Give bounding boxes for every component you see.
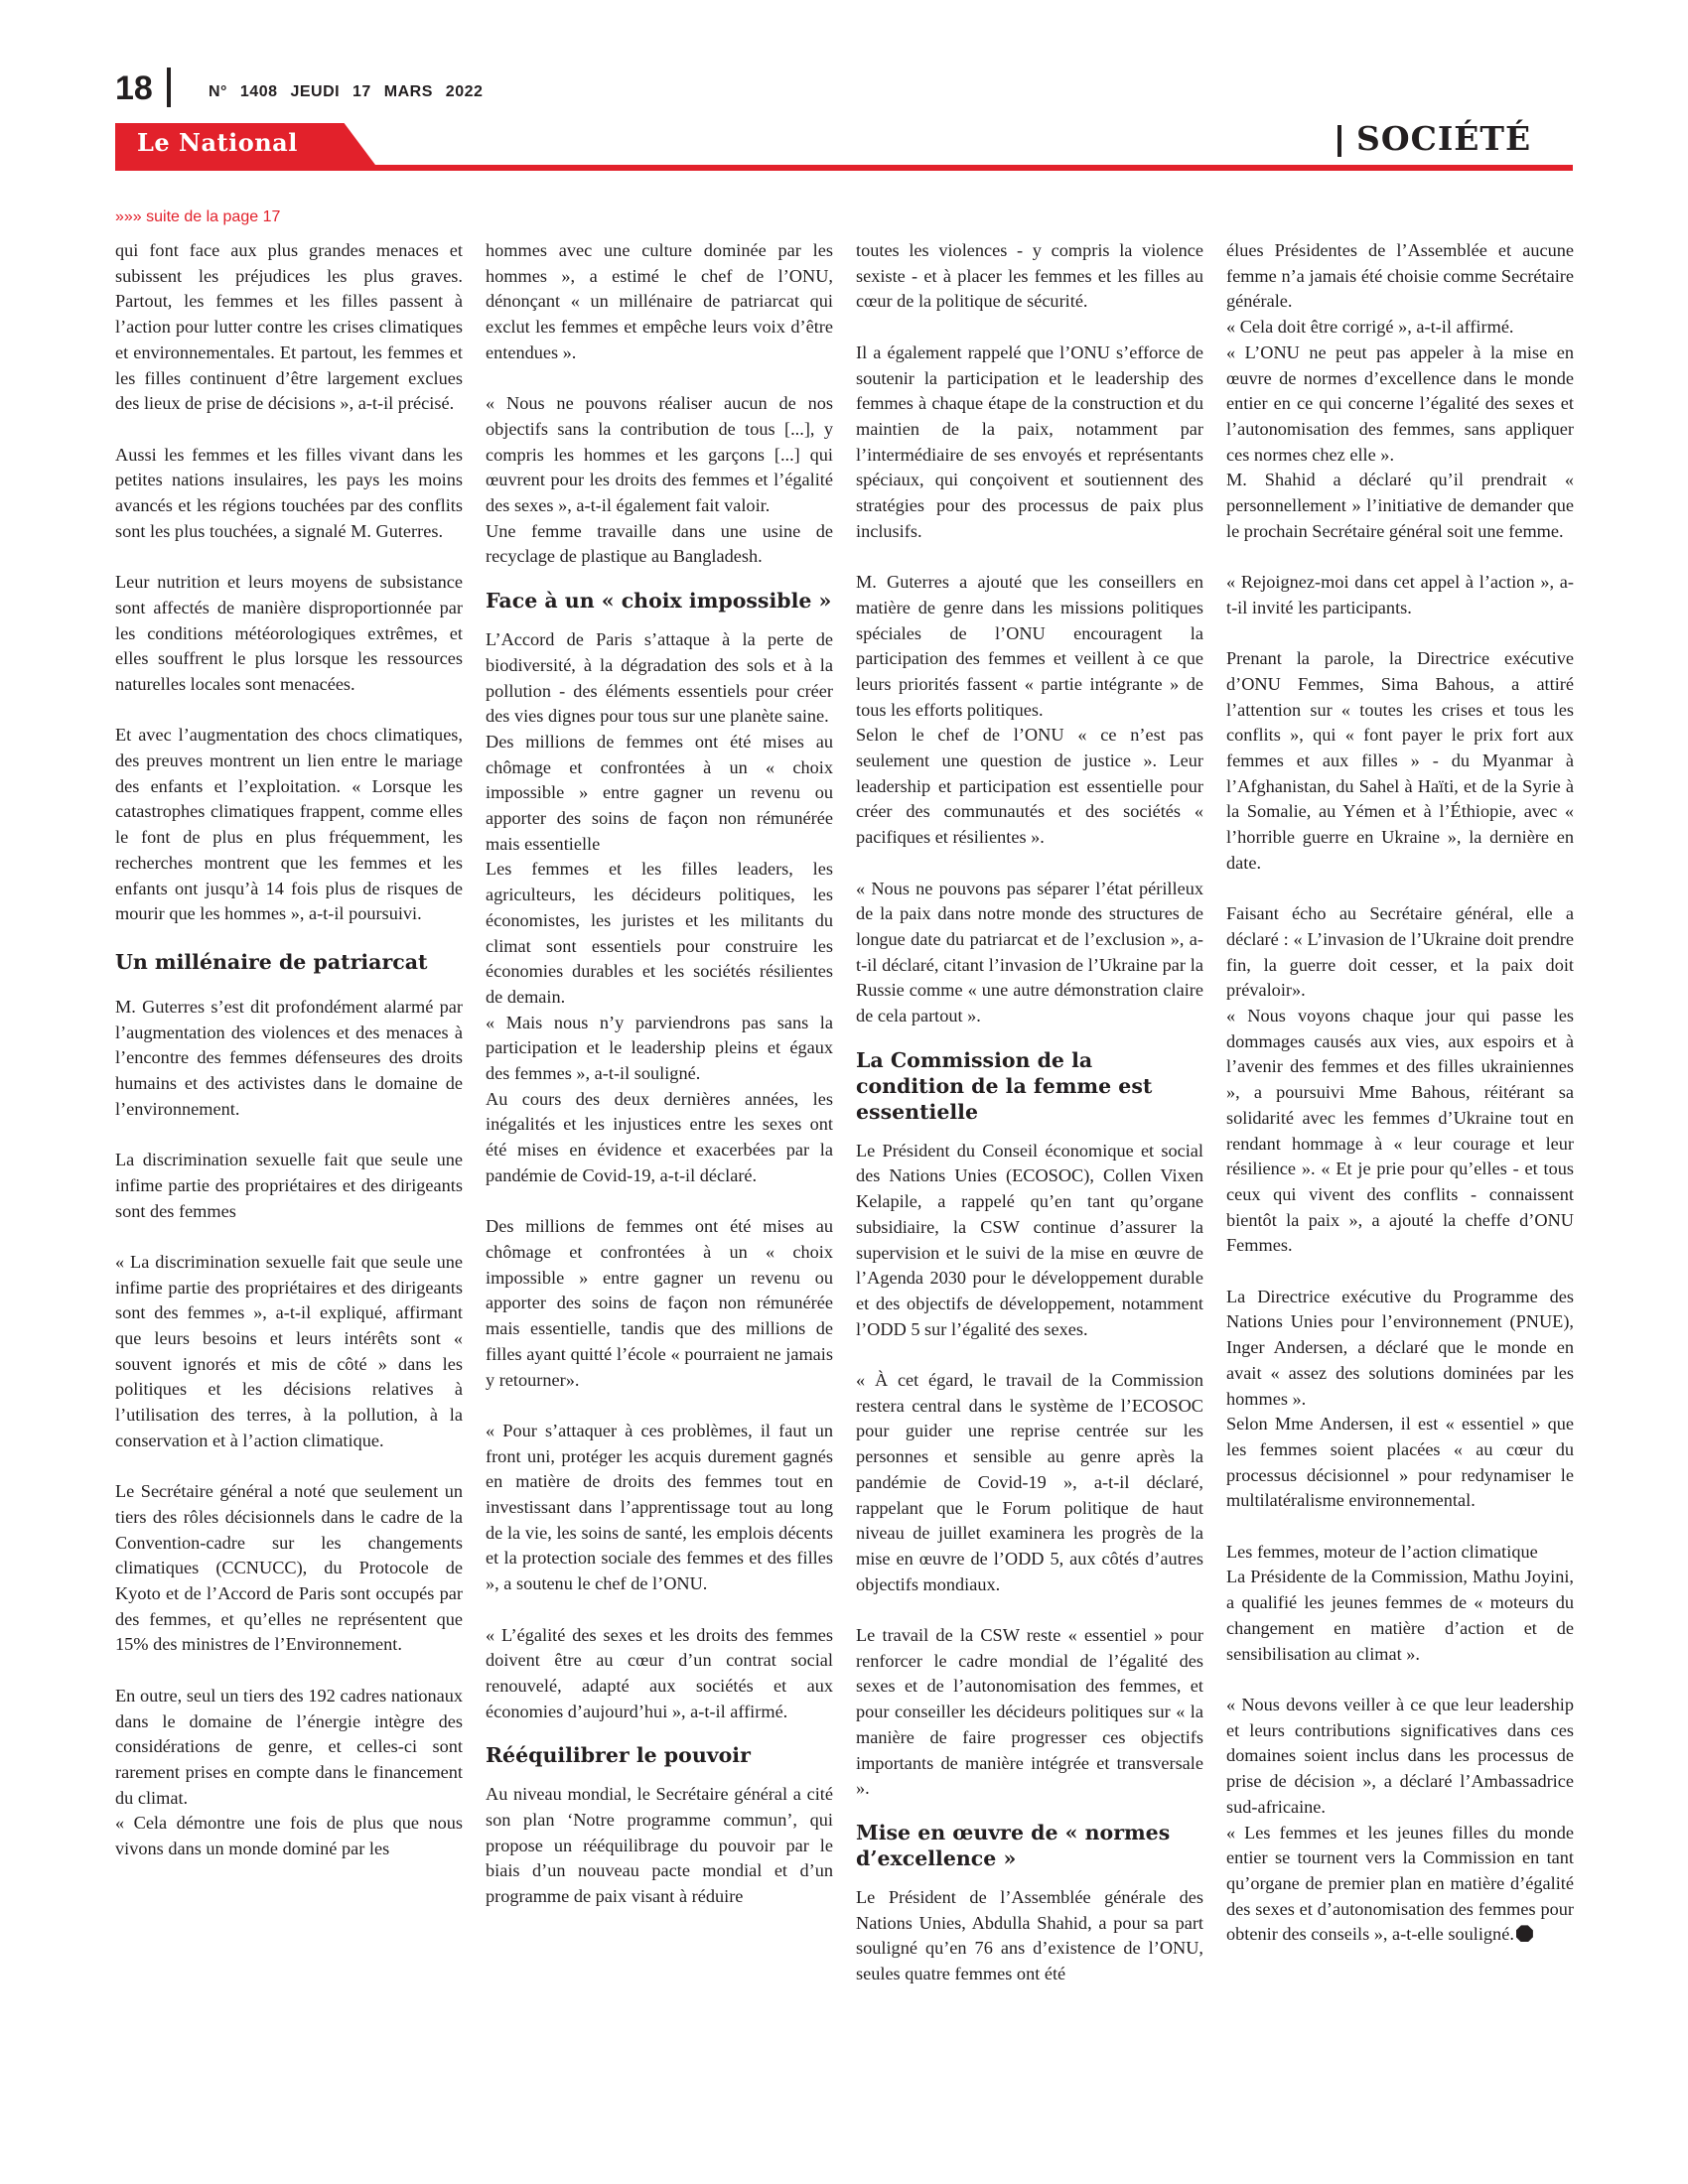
issue-meta: N° 1408 JEUDI 17 MARS 2022	[209, 83, 484, 100]
article-column-2	[486, 238, 833, 1910]
section-divider	[1337, 125, 1341, 157]
paragraph: Prenant la parole, la Directrice exécutive d’ONU Femmes, Sima Bahous, a attiré l’attention sur « toutes les crises et tous les conflits », qui « font payer le prix fort aux femmes et aux filles » - du Myanmar à l’Afghanistan, du Sahel à Haïti, et de la Syrie à la Somalie, au Yémen et à l’Éthiopie, avec « l’horrible guerre en Ukraine », la dernière en date.	[1226, 648, 1574, 873]
paragraph: « À cet égard, le travail de la Commission restera central dans le système de l’ECOSOC pour guider une reprise centrée sur les personnes et sensible au genre après la pandémie de Covid-19 », a-t-il déclaré, rappelant que le Forum politique de haut niveau de juillet examinera les progrès de la mise en œuvre de l’ODD 5, aux côtés d’autres objectifs mondiaux.	[856, 1370, 1203, 1594]
continuation-note: »»» suite de la page 17	[115, 208, 281, 225]
paragraph: Au niveau mondial, le Secrétaire général a cité son plan ‘Notre programme commun’, qui propose un rééquilibrage du pouvoir par le biais d’un nouveau pacte mondial et d’un programme de paix visant à réduire	[486, 1784, 833, 1907]
paragraph-text: « Les femmes et les jeunes filles du monde entier se tournent vers la Commission en tant qu’organe de premier plan en matière d’égalité des sexes et d’autonomisation des femmes pour obtenir des conseils », a-t-elle souligné.	[1226, 1822, 1574, 1945]
paragraph: L’Accord de Paris s’attaque à la perte de biodiversité, à la dégradation des sols et à la pollution - des éléments essentiels pour créer des vies dignes pour tous sur une planète saine.	[486, 629, 833, 727]
paragraph: Faisant écho au Secrétaire général, elle a déclaré : « L’invasion de l’Ukraine doit prendre fin, la guerre doit cesser, et la paix doit prévaloir».	[1226, 903, 1574, 1001]
paragraph: « L’égalité des sexes et les droits des femmes doivent être au cœur d’un contrat social renouvelé, adapté aux sociétés et aux économies d’aujourd’hui », a-t-il affirmé.	[486, 1624, 833, 1721]
section-heading: Rééquilibrer le pouvoir	[486, 1743, 751, 1768]
paragraph: M. Guterres a ajouté que les conseillers en matière de genre dans les missions politiques spéciales de l’ONU encouragent la participation des femmes et veillent à ce que leurs priorités fassent « partie intégrante » de tous les efforts politiques.	[856, 572, 1203, 720]
section-title: SOCIÉTÉ	[1356, 119, 1532, 158]
paragraph: « Nous ne pouvons réaliser aucun de nos objectifs sans la contribution de tous [...], y compris les hommes et les garçons [...] qui œuvrent pour les droits des femmes et l’égalité des sexes », a-t-il également fait valoir.	[486, 393, 833, 516]
paragraph: « Nous devons veiller à ce que leur leadership et leurs contributions significatives dans ces domaines soient inclus dans les processus de prise de décision », a déclaré l’Ambassadrice sud-africaine.	[1226, 1694, 1574, 1817]
paragraph: La discrimination sexuelle fait que seule une infime partie des propriétaires et des dirigeants sont des femmes	[115, 1150, 463, 1221]
header-rule	[115, 165, 1573, 171]
paragraph: « Pour s’attaquer à ces problèmes, il faut un front uni, protéger les acquis durement gagnés en matière de droits des femmes tout en investissant dans l’apprentissage tout au long de la vie, les soins de santé, les emplois décents et la protection sociale des femmes et des filles », a soutenu le chef de l’ONU.	[486, 1420, 833, 1594]
paragraph: qui font face aux plus grandes menaces et subissent les préjudices les plus graves. Partout, les femmes et les filles passent à l’action pour lutter contre les crises climatiques et environnementales. Et partout, les femmes et les filles continuent d’être largement exclues des lieux de prise de décisions », a-t-il précisé.	[115, 240, 463, 414]
paragraph: Le travail de la CSW reste « essentiel » pour renforcer le cadre mondial de l’égalité des sexes et de l’autonomisation des femmes, et pour conseiller les décideurs politiques sur « la manière de faire progresser ces objectifs importants de manière intégrée et transversale ».	[856, 1625, 1203, 1799]
paragraph: Le Président de l’Assemblée générale des Nations Unies, Abdulla Shahid, a pour sa part souligné qu’en 76 ans d’existence de l’ONU, seules quatre femmes ont été	[856, 1887, 1203, 1984]
page-number: 18	[115, 69, 153, 107]
paragraph: Leur nutrition et leurs moyens de subsistance sont affectés de manière disproportionnée par les conditions météorologiques extrêmes, et elles souffrent le plus lorsque les ressources naturelles locales sont menacées.	[115, 572, 463, 694]
paragraph: hommes avec une culture dominée par les hommes », a estimé le chef de l’ONU, dénonçant « un millénaire de patriarcat qui exclut les femmes et empêche leurs voix d’être entendues ».	[486, 240, 833, 362]
paragraph: « Nous voyons chaque jour qui passe les dommages causés aux vies, aux espoirs et à l’avenir des femmes et des filles ukrainiennes », a poursuivi Mme Bahous, réitérant sa solidarité avec les femmes d’Ukraine tout en rendant hommage à « leur courage et leur résilience ». « Et je prie pour qu’elles - et tous ceux qui vivent des conflits - connaissent bientôt la paix », a ajouté la cheffe d’ONU Femmes.	[1226, 1006, 1574, 1256]
paragraph: Et avec l’augmentation des chocs climatiques, des preuves montrent un lien entre le mariage des enfants et l’exploitation. « Lorsque les catastrophes climatiques frappent, comme elles le font de plus en plus fréquemment, les recherches montrent que les femmes et les enfants ont jusqu’à 14 fois plus de risques de mourir que les hommes », a-t-il poursuivi.	[115, 725, 463, 924]
paragraph: « Mais nous n’y parviendrons pas sans la participation et le leadership pleins et égaux des femmes », a-t-il souligné.	[486, 1012, 833, 1084]
section-heading: Mise en œuvre de « normes d’excellence »	[856, 1821, 1171, 1870]
paragraph: « Cela doit être corrigé », a-t-il affirmé.	[1226, 317, 1514, 338]
section-heading: Un millénaire de patriarcat	[115, 949, 428, 974]
paragraph: Des millions de femmes ont été mises au chômage et confrontées à un « choix impossible » entre gagner un revenu ou apporter des soins de façon non rémunérée mais essentielle	[486, 731, 833, 854]
photo-caption: Une femme travaille dans une usine de recyclage de plastique au Bangladesh.	[486, 520, 833, 567]
paragraph: « Nous ne pouvons pas séparer l’état périlleux de la paix dans notre monde des structures de longue date du patriarcat et de l’exclusion », a-t-il déclaré, citant l’invasion de l’Ukraine par la Russie comme « une autre démonstration claire de cela partout ».	[856, 878, 1203, 1026]
paragraph: En outre, seul un tiers des 192 cadres nationaux dans le domaine de l’énergie intègre des considérations de genre, et celles-ci sont rarement prises en compte dans le financement du climat.	[115, 1685, 463, 1808]
paragraph: Des millions de femmes ont été mises au chômage et confrontées à un « choix impossible » entre gagner un revenu ou apporter des soins de façon non rémunérée mais essentielle, tandis que des millions de filles ayant quitté l’école « pourraient ne jamais y retourner».	[486, 1216, 833, 1390]
paragraph: Selon le chef de l’ONU « ce n’est pas seulement une question de justice ». Leur leadership et participation est essentielle pour créer des communautés et des sociétés « pacifiques et résilientes ».	[856, 725, 1203, 848]
paragraph: Au cours des deux dernières années, les inégalités et les injustices entre les sexes ont été mises en évidence et exacerbées par la pandémie de Covid-19, a-t-il déclaré.	[486, 1088, 833, 1185]
paragraph: Les femmes et les filles leaders, les agriculteurs, les décideurs politiques, les économistes, les juristes et les militants du climat sont essentiels pour construire les économies durables et les sociétés résilientes de demain.	[486, 859, 833, 1007]
article-column-1	[115, 238, 463, 1862]
paragraph: M. Guterres s’est dit profondément alarmé par l’augmentation des violences et des menaces à l’encontre des femmes défenseures des droits humains et des activistes dans le domaine de l’environnement.	[115, 996, 463, 1119]
article-column-4	[1226, 238, 1574, 1948]
paragraph: toutes les violences - y compris la violence sexiste - et à placer les femmes et les filles au cœur de la politique de sécurité.	[856, 240, 1203, 312]
paragraph: Le Président du Conseil économique et social des Nations Unies (ECOSOC), Collen Vixen Kelapile, a rappelé qu’en tant qu’organe subsidiaire, la CSW continue d’assurer la supervision et le suivi de la mise en œuvre de l’Agenda 2030 pour le développement durable et des objectifs de développement, notamment l’ODD 5 sur l’égalité des sexes.	[856, 1140, 1203, 1339]
paragraph: M. Shahid a déclaré qu’il prendrait « personnellement » l’initiative de demander que le prochain Secrétaire général soit une femme.	[1226, 470, 1574, 541]
paragraph: La Présidente de la Commission, Mathu Joyini, a qualifié les jeunes femmes de « moteurs du changement en matière d’action et de sensibilisation au climat ».	[1226, 1567, 1574, 1664]
paragraph: « Cela démontre une fois de plus que nous vivons dans un monde dominé par les	[115, 1813, 463, 1859]
end-of-article-icon	[1516, 1925, 1533, 1942]
page-number-divider	[167, 68, 171, 107]
paragraph: élues Présidentes de l’Assemblée et aucune femme n’a jamais été choisie comme Secrétaire générale.	[1226, 240, 1574, 312]
section-heading: Face à un « choix impossible »	[486, 589, 832, 614]
section-heading: La Commission de la condition de la femme est essentielle	[856, 1047, 1153, 1124]
last-paragraph	[1226, 1821, 1574, 1949]
article-column-3	[856, 238, 1203, 1987]
brand-name: Le National	[137, 128, 298, 157]
paragraph: « La discrimination sexuelle fait que seule une infime partie des propriétaires et des dirigeants sont des femmes », a-t-il expliqué, affirmant que leurs besoins et leurs intérêts sont « souvent ignorés et mis de côté » dans les politiques et les décisions relatives à l’utilisation des terres, à la pollution, à la conservation et à l’action climatique.	[115, 1251, 463, 1450]
paragraph: « L’ONU ne peut pas appeler à la mise en œuvre de normes d’excellence dans le monde entier en ce qui concerne l’égalité des sexes et l’autonomisation des femmes, sans appliquer ces normes chez elle ».	[1226, 341, 1574, 465]
paragraph: La Directrice exécutive du Programme des Nations Unies pour l’environnement (PNUE), Inger Andersen, a déclaré que le monde en avait « assez des solutions dominées par les hommes ».	[1226, 1286, 1574, 1409]
paragraph: Aussi les femmes et les filles vivant dans les petites nations insulaires, les pays les moins avancés et les régions touchées par des conflits sont les plus touchées, a signalé M. Guterres.	[115, 444, 463, 541]
paragraph: Selon Mme Andersen, il est « essentiel » que les femmes soient placées « au cœur du processus décisionnel » pour redynamiser le multilatéralisme environnemental.	[1226, 1414, 1574, 1511]
paragraph: Le Secrétaire général a noté que seulement un tiers des rôles décisionnels dans le cadre de la Convention-cadre sur les changements climatiques (CCNUCC), du Protocole de Kyoto et de l’Accord de Paris sont occupés par des femmes, et qu’elles ne représentent que 15% des ministres de l’Environnement.	[115, 1481, 463, 1655]
paragraph: Il a également rappelé que l’ONU s’efforce de soutenir la participation et le leadership des femmes à chaque étape de la construction et du maintien de la paix, notamment par l’intermédiaire de ses envoyés et représentants spéciaux, qui conçoivent et soutiennent des stratégies pour des processus de paix plus inclusifs.	[856, 341, 1203, 541]
paragraph: Les femmes, moteur de l’action climatique	[1226, 1541, 1538, 1562]
paragraph: « Rejoignez-moi dans cet appel à l’action », a-t-il invité les participants.	[1226, 572, 1574, 617]
